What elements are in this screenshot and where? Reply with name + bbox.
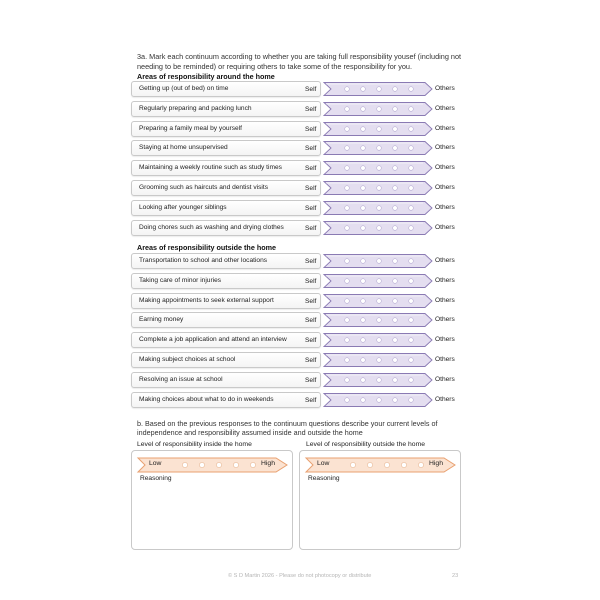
others-label: Others	[435, 144, 455, 152]
self-label: Self	[305, 145, 317, 153]
self-label: Self	[305, 86, 317, 93]
continuum-scale[interactable]	[322, 273, 434, 289]
self-label: Self	[305, 317, 317, 325]
continuum-scale[interactable]	[322, 200, 434, 216]
responsibility-row	[131, 140, 461, 157]
others-label: Others	[435, 164, 455, 172]
self-label: Self	[305, 165, 317, 173]
self-label: Self	[305, 376, 317, 384]
reasoning-label: Reasoning	[308, 475, 340, 482]
continuum-scale[interactable]	[322, 332, 434, 348]
item-box	[131, 273, 321, 289]
item-label: Transportation to school and other locations	[139, 257, 268, 264]
item-label: Looking after younger siblings	[139, 203, 227, 211]
continuum-scale[interactable]	[322, 121, 434, 137]
continuum-scale[interactable]	[322, 140, 434, 156]
item-label: Regularly preparing and packing lunch	[139, 104, 252, 112]
continuum-arrow	[322, 312, 434, 328]
responsibility-row	[131, 253, 461, 270]
continuum-arrow	[322, 372, 434, 388]
item-label: Getting up (out of bed) on time	[139, 85, 229, 92]
continuum-scale[interactable]	[322, 352, 434, 368]
continuum-arrow	[322, 140, 434, 156]
continuum-arrow	[322, 253, 434, 269]
intro-text: 3a. Mark each continuum according to whether you are taking full responsibility yousef (including not needing to be reminded) or requiring others to take some of the responsibility for you.	[137, 52, 462, 71]
item-label: Resolving an issue at school	[139, 375, 223, 383]
item-label: Taking care of minor injuries	[139, 276, 222, 284]
low-label: Low	[149, 460, 162, 467]
others-label: Others	[435, 124, 455, 132]
responsibility-row	[131, 372, 461, 389]
responsibility-row	[131, 160, 461, 177]
continuum-scale[interactable]	[322, 160, 434, 176]
others-label: Others	[435, 85, 455, 92]
item-label: Complete a job application and attend an interview	[139, 336, 287, 344]
panel-outside	[299, 450, 461, 550]
self-label: Self	[305, 185, 317, 192]
item-box	[131, 293, 321, 309]
others-label: Others	[435, 223, 455, 231]
others-label: Others	[435, 257, 455, 264]
others-label: Others	[435, 336, 455, 344]
continuum-scale[interactable]	[322, 312, 434, 328]
continuum-scale[interactable]	[322, 81, 434, 97]
item-box	[131, 140, 321, 156]
continuum-scale[interactable]	[322, 101, 434, 117]
others-label: Others	[435, 316, 455, 324]
others-label: Others	[435, 395, 455, 403]
others-label: Others	[435, 356, 455, 363]
responsibility-row	[131, 81, 461, 98]
high-label: High	[261, 460, 275, 467]
panel-title-outside: Level of responsibility outside the home	[306, 441, 426, 448]
item-label: Grooming such as haircuts and dentist visits	[139, 184, 269, 191]
responsibility-row	[131, 101, 461, 118]
responsibility-row	[131, 332, 461, 349]
continuum-arrow	[322, 352, 434, 368]
section-heading-home: Areas of responsibility around the home	[137, 72, 275, 81]
others-label: Others	[435, 375, 455, 383]
responsibility-row	[131, 180, 461, 197]
item-box	[131, 332, 321, 348]
item-label: Making subject choices at school	[139, 356, 236, 363]
question-b: b. Based on the previous responses to the continuum questions describe your current levels of independence and responsibility assumed inside and outside the home	[137, 419, 438, 437]
continuum-scale[interactable]	[322, 372, 434, 388]
self-label: Self	[305, 396, 317, 404]
item-box	[131, 220, 321, 236]
high-label: High	[429, 460, 443, 467]
responsibility-row	[131, 392, 461, 409]
continuum-scale[interactable]	[322, 392, 434, 408]
panel-title-inside: Level of responsibility inside the home	[137, 441, 252, 448]
responsibility-row	[131, 312, 461, 329]
section-heading-outside: Areas of responsibility outside the home	[137, 243, 276, 252]
item-box	[131, 160, 321, 176]
responsibility-row	[131, 220, 461, 237]
others-label: Others	[435, 104, 455, 112]
continuum-arrow	[322, 392, 434, 408]
continuum-scale[interactable]	[322, 293, 434, 309]
item-label: Maintaining a weekly routine such as study times	[139, 164, 282, 172]
item-box	[131, 352, 321, 368]
item-label: Staying at home unsupervised	[139, 144, 228, 152]
item-label: Making appointments to seek external support	[139, 296, 274, 304]
continuum-scale[interactable]	[322, 220, 434, 236]
continuum-arrow	[322, 293, 434, 309]
continuum-arrow	[322, 273, 434, 289]
item-box	[131, 121, 321, 137]
responsibility-row	[131, 121, 461, 138]
item-box	[131, 180, 321, 196]
continuum-arrow	[322, 121, 434, 137]
item-box	[131, 392, 321, 408]
responsibility-row	[131, 352, 461, 369]
continuum-arrow	[322, 160, 434, 176]
low-label: Low	[317, 460, 330, 467]
self-label: Self	[305, 125, 317, 133]
continuum-arrow	[322, 200, 434, 216]
continuum-arrow	[322, 180, 434, 196]
item-label: Preparing a family meal by yourself	[139, 124, 242, 132]
self-label: Self	[305, 277, 317, 285]
page-number: 23	[452, 573, 459, 579]
self-label: Self	[305, 204, 317, 212]
responsibility-row	[131, 293, 461, 310]
self-label: Self	[305, 337, 317, 345]
others-label: Others	[435, 296, 455, 304]
self-label: Self	[305, 357, 317, 364]
others-label: Others	[435, 276, 455, 284]
responsibility-row	[131, 273, 461, 290]
footer-copyright: © S D Martin 2026 - Please do not photocopy or distribute	[228, 573, 372, 579]
item-label: Earning money	[139, 316, 184, 324]
item-box	[131, 253, 321, 269]
item-box	[131, 312, 321, 328]
responsibility-row	[131, 200, 461, 217]
item-label: Doing chores such as washing and drying clothes	[139, 223, 284, 231]
self-label: Self	[305, 224, 317, 232]
others-label: Others	[435, 184, 455, 191]
self-label: Self	[305, 258, 317, 265]
continuum-arrow	[322, 81, 434, 97]
continuum-arrow	[322, 101, 434, 117]
item-box	[131, 372, 321, 388]
item-label: Making choices about what to do in weekends	[139, 395, 274, 403]
reasoning-label: Reasoning	[140, 475, 172, 482]
panel-inside	[131, 450, 293, 550]
item-box	[131, 81, 321, 97]
item-box	[131, 200, 321, 216]
continuum-arrow	[322, 220, 434, 236]
continuum-scale[interactable]	[322, 180, 434, 196]
others-label: Others	[435, 203, 455, 211]
continuum-arrow	[322, 332, 434, 348]
item-box	[131, 101, 321, 117]
self-label: Self	[305, 297, 317, 305]
continuum-scale[interactable]	[322, 253, 434, 269]
self-label: Self	[305, 105, 317, 113]
